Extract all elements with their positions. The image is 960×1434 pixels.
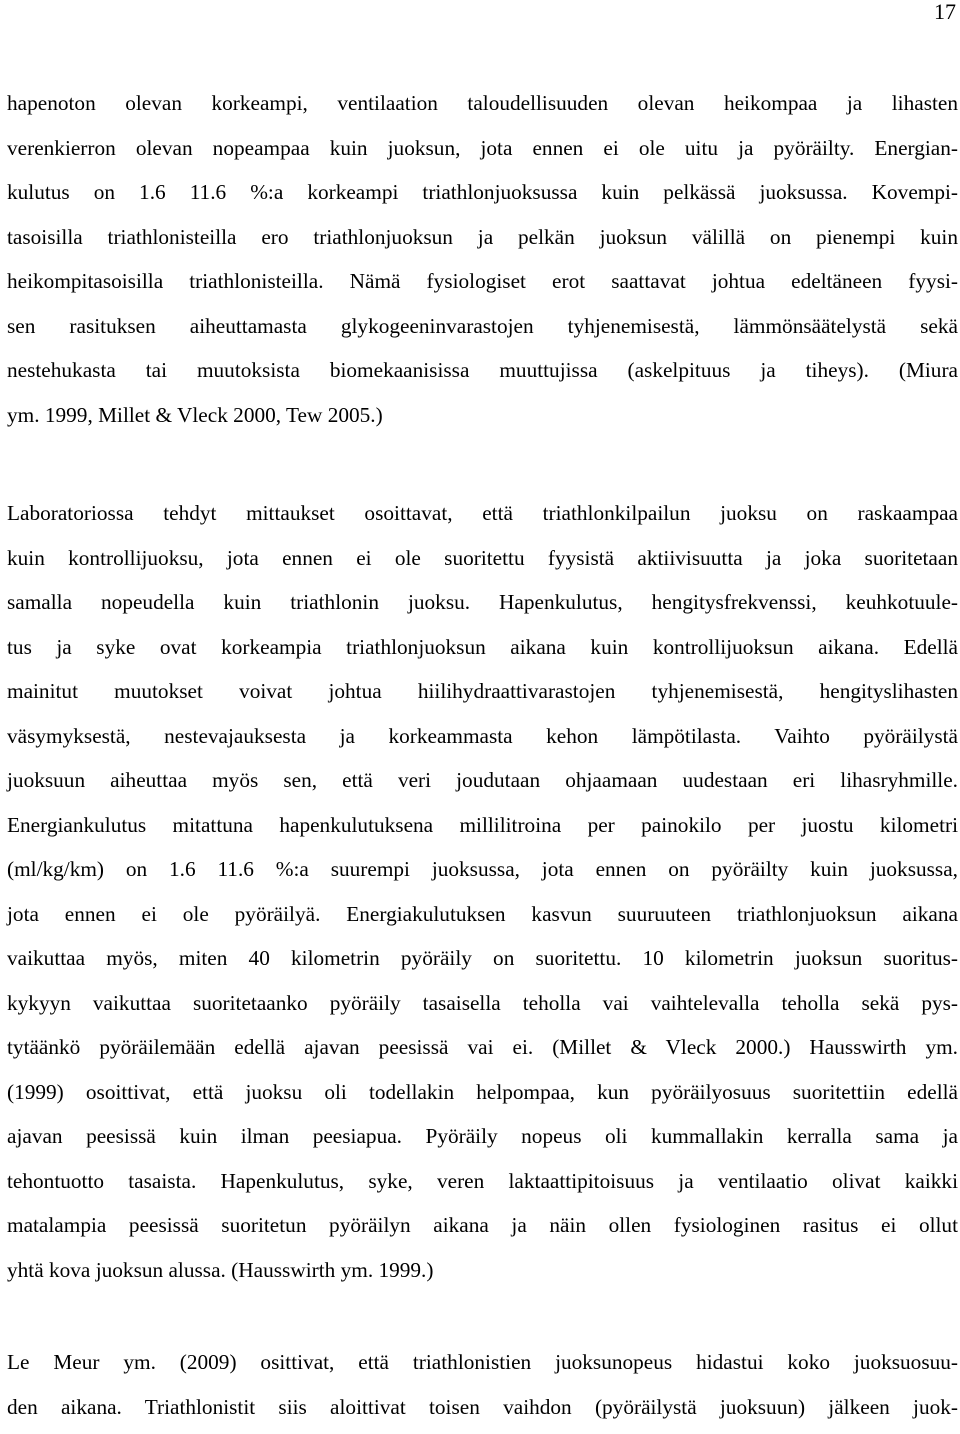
text-line: vaikuttaa myös, miten 40 kilometrin pyöräily on suoritettu. 10 kilometrin juoksun suoritus-	[7, 941, 958, 986]
text-line: yhtä kova juoksun alussa. (Hausswirth ym. 1999.)	[7, 1253, 958, 1298]
text-line: samalla nopeudella kuin triathlonin juoksu. Hapenkulutus, hengitysfrekvenssi, keuhkotuule-	[7, 585, 958, 630]
text-line: sen rasituksen aiheuttamasta glykogeeninvarastojen tyhjenemisestä, lämmönsäätelystä sekä	[7, 309, 958, 354]
text-line: heikompitasoisilla triathlonisteilla. Nämä fysiologiset erot saattavat johtua edeltäneen fyysi-	[7, 264, 958, 309]
text-line: Energiankulutus mitattuna hapenkulutuksena millilitroina per painokilo per juostu kilometri	[7, 808, 958, 853]
text-line: hapenoton olevan korkeampi, ventilaation taloudellisuuden olevan heikompaa ja lihasten	[7, 86, 958, 131]
text-line: den aikana. Triathlonistit siis aloittivat toisen vaihdon (pyöräilystä juoksuun) jälkeen juok-	[7, 1390, 958, 1434]
text-line: juoksuun aiheuttaa myös sen, että veri joudutaan ohjaamaan uudestaan eri lihasryhmille.	[7, 763, 958, 808]
text-line: kykyyn vaikuttaa suoritetaanko pyöräily tasaisella teholla vai vaihtelevalla teholla sekä pys-	[7, 986, 958, 1031]
text-line: Laboratoriossa tehdyt mittaukset osoittavat, että triathlonkilpailun juoksu on raskaampaa	[7, 496, 958, 541]
text-line: verenkierron olevan nopeampaa kuin juoksun, jota ennen ei ole uitu ja pyöräilty. Energian-	[7, 131, 958, 176]
paragraph-1	[7, 86, 958, 442]
text-line: (ml/kg/km) on 1.6 11.6 %:a suurempi juoksussa, jota ennen on pyöräilty kuin juoksussa,	[7, 852, 958, 897]
text-line: tus ja syke ovat korkeampia triathlonjuoksun aikana kuin kontrollijuoksun aikana. Edellä	[7, 630, 958, 675]
paragraph-2	[7, 496, 958, 1297]
text-line: mainitut muutokset voivat johtua hiilihydraattivarastojen tyhjenemisestä, hengityslihasten	[7, 674, 958, 719]
text-line: väsymyksestä, nestevajauksesta ja korkeammasta kehon lämpötilasta. Vaihto pyöräilystä	[7, 719, 958, 764]
text-line: ajavan peesissä kuin ilman peesiapua. Pyöräily nopeus oli kummallakin kerralla sama ja	[7, 1119, 958, 1164]
text-line: matalampia peesissä suoritetun pyöräilyn aikana ja näin ollen fysiologinen rasitus ei ollut	[7, 1208, 958, 1253]
text-line: tasoisilla triathlonisteilla ero triathlonjuoksun ja pelkän juoksun välillä on pienempi kuin	[7, 220, 958, 265]
text-line: nestehukasta tai muutoksista biomekaanisissa muuttujissa (askelpituus ja tiheys). (Miura	[7, 353, 958, 398]
text-line: jota ennen ei ole pyöräilyä. Energiakulutuksen kasvun suuruuteen triathlonjuoksun aikana	[7, 897, 958, 942]
text-line: kulutus on 1.6 11.6 %:a korkeampi triathlonjuoksussa kuin pelkässä juoksussa. Kovempi-	[7, 175, 958, 220]
text-line: (1999) osoittivat, että juoksu oli todellakin helpompaa, kun pyöräilyosuus suoritettiin edellä	[7, 1075, 958, 1120]
text-line: kuin kontrollijuoksu, jota ennen ei ole suoritettu fyysistä aktiivisuutta ja joka suoritetaan	[7, 541, 958, 586]
page-number: 17	[934, 0, 956, 26]
text-line: Le Meur ym. (2009) osittivat, että triathlonistien juoksunopeus hidastui koko juoksuosuu-	[7, 1345, 958, 1390]
text-line: ym. 1999, Millet & Vleck 2000, Tew 2005.)	[7, 398, 958, 443]
text-line: tehontuotto tasaista. Hapenkulutus, syke, veren laktaattipitoisuus ja ventilaatio olivat kaikki	[7, 1164, 958, 1209]
text-line: tytäänkö pyöräilemään edellä ajavan peesissä vai ei. (Millet & Vleck 2000.) Hausswirth ym.	[7, 1030, 958, 1075]
